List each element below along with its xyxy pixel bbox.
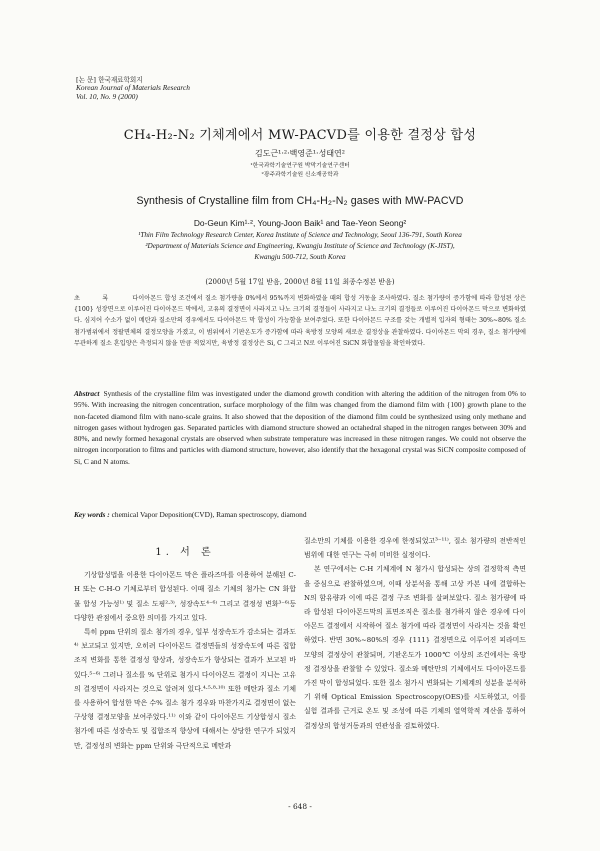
- body-paragraph: 특히 ppm 단위의 질소 첨가의 경우, 일부 성장속도가 감소되는 결과도⁴⁾ 보고되고 있지만, 오히려 다이아몬드 결정면들의 성장속도에 따른 집합조직 변화를 통한 결정성 향상과, 성장속도가 향상되는 결과가 보고된 바 있다.⁵⁻⁶⁾ 그러나 질소를 % 단위로 첨가시 다이아몬드 결정이 지니는 고유의 결정면이 사라지는 것으로 알려져 있다.⁴·⁵·⁸·¹⁰⁾ 또한 메탄과 질소 기체를 사용하여 합성한 막은 수% 질소 첨가 경우와 마찬가지로 결정면이 없는 구상형 결정모양을 보여주었다.¹¹⁾ 이와 같이 다이아몬드 기상합성시 질소 첨가에 따른 성장속도 및 집합조직 향상에 대해서는 상당한 연구가 되었지만, 결정성의 변화는 ppm 단위와 극단적으로 메탄과: [74, 628, 296, 750]
- authors-english: Do-Geun Kim¹·², Young-Joon Baik¹ and Tae-Yeon Seong²: [193, 218, 407, 228]
- journal-volume: Vol. 10, No. 9 (2000): [76, 91, 138, 101]
- body-paragraph: 기상합성법을 이용한 다이아몬드 막은 플라즈마를 이용하여 분해된 C-H 또는 C-H-O 기체로부터 합성된다. 이때 질소 기체의 첨가는 CN 화합물 합성 가능성¹⁾ 및 질소 도핑²·³⁾, 성장속도⁴⁻⁶⁾ 그리고 결정성 변화³⁻⁶⁾등 다양한 관점에서 중요한 의미를 가지고 있다.: [74, 571, 296, 622]
- journal-header: [76, 76, 190, 101]
- abstract-korean: [74, 293, 526, 349]
- journal-name: Korean Journal of Materials Research: [76, 83, 190, 93]
- affiliation-en-1: ¹Thin Film Technology Research Center, Korea Institute of Science and Technology, Seoul 136-791, South Korea: [138, 231, 462, 239]
- authors-korean: 김도근¹·²·백영준¹·성태연²: [254, 149, 345, 158]
- journal-section: [논 문] 한국재료학회지: [76, 76, 143, 84]
- abstract-english: [74, 388, 526, 467]
- page-number: - 648 -: [288, 802, 312, 811]
- paper-title-korean: CH₄-H₂-N₂ 기체계에서 MW-PACVD를 이용한 결정상 합성: [123, 128, 477, 143]
- keywords-text: chemical Vapor Deposition(CVD), Raman spectroscopy, diamond: [111, 510, 307, 519]
- body-paragraph: 질소만의 기체를 이용한 경우에 한정되었고³⁻¹¹⁾, 질소 첨가량의 전반적인 범위에 대한 연구는 극히 미비한 실정이다.: [304, 537, 526, 560]
- affiliation-ko-2: ²광주과학기술원 신소재공학과: [261, 172, 339, 178]
- left-column: [74, 534, 296, 753]
- affiliation-en-2: ²Department of Materials Science and Engineering, Kwangju Institute of Science and Technology (K-JIST),: [145, 242, 455, 250]
- right-column: [304, 534, 526, 733]
- keywords-label: Key words :: [74, 510, 110, 519]
- keywords: [74, 510, 526, 519]
- affiliations-korean: [0, 162, 600, 180]
- paper-title-english: Synthesis of Crystalline film from CH₄-H₂-N₂ gases with MW-PACVD: [136, 195, 464, 207]
- section-title-introduction: 1. 서 론: [155, 547, 215, 558]
- affiliation-en-3: Kwangju 500-712, South Korea: [254, 253, 346, 261]
- body-paragraph: 본 연구에서는 C-H 기체계에 N 첨가시 합성되는 상의 결정학적 측면을 중심으로 관찰하였으며, 이때 상분석을 통해 고상 카본 내에 결합하는 N의 함유량과 이에 따른 결정 구조 변화를 살펴보았다. 질소 첨가량에 따라 합성된 다이아몬드막의 표면조직은 질소를 첨가하지 않은 경우에 다이아몬드 결정에서 시작하여 질소 첨가에 따라 결정면이 사라지는 것을 확인하였다. 반면 30%~80%의 경우 {111} 결정면으로 이루어진 피라미드 모양의 결정상이 관찰되며, 기판온도가 1000℃ 이상의 조건에서는 육방정 결정상을 관찰할 수 있었다. 질소와 메탄만의 기체에서도 다이아몬드를 가진 막이 합성되었다. 또한 질소 첨가시 변화되는 기체계의 성분을 분석하기 위해 Optical Emission Spectroscopy(OES)를 시도하였고, 이를 실험 결과를 근거로 온도 및 조성에 따른 기체의 열역학적 계산을 통하여 결정상의 합성거동과의 연관성을 검토하였다.: [304, 565, 526, 730]
- abstract-korean-label: 초 록: [74, 295, 119, 302]
- abstract-korean-text: 다이아몬드 합성 조건에서 질소 첨가량을 0%에서 95%까지 변화하였을 때의 합성 거동을 조사하였다. 질소 첨가량이 증가함에 따라 합성된 상은 {100} 성장면으로 이루어진 다이아몬드 막에서, 고유의 결정면이 사라지고 나노 크기의 결정들이 사라지고 나노 크기의 결정들로 이루어진 다이아몬드 막으로 변화하였다. 심지어 수소가 없이 메탄과 질소만의 경우에서도 다이아몬드 막 합성이 가능함을 보여주었다. 또한 다이아몬드 구조를 갖는 개별적 입자의 형태는 30%~80% 질소 첨가범위에서 정팔면체의 결정모양을 가졌고, 이 범위에서 기판온도가 증가함에 따라 육방정 모양의 새로운 결정상을 관찰하였다. 다이아몬드 막의 경우, 질소 첨가량에 무관하게 질소 혼입양은 측정되지 않을 만큼 적었지만, 육방정 결정상은 Si, C 그리고 N로 이루어진 SiCN 화합물임을 확인하였다.: [74, 295, 526, 347]
- abstract-english-text: Synthesis of the crystalline film was investigated under the diamond growth condition with altering the addition of the nitrogen from 0% to 95%. With increasing the nitrogen concentration, surface morphology of the film was changed from the diamond film with {100} growth plane to the non-faceted diamond film with nano-scale grains. It also showed that the deposition of the diamond film could be synthesized using only methane and nitrogen gases without hydrogen gas. Separated particles with diamond structure showed an octahedral shaped in the nitrogen ranges between 30% and 80%, and newly formed hexagonal crystals are observed when substrate temperature was increased in these nitrogen ranges. We could not observe the nitrogen incorporation to films and particles with diamond structure, however, also identify that the hexagonal crystal was SiCN composite composed of Si, C and N atoms.: [74, 389, 526, 466]
- affiliations-english: [60, 230, 540, 263]
- affiliation-ko-1: ¹한국과학기술연구원 박막기술연구센터: [250, 163, 350, 169]
- received-dates: (2000년 5월 17일 받음, 2000년 8월 11일 최종수정본 받음): [205, 278, 395, 286]
- abstract-english-label: Abstract: [74, 389, 100, 398]
